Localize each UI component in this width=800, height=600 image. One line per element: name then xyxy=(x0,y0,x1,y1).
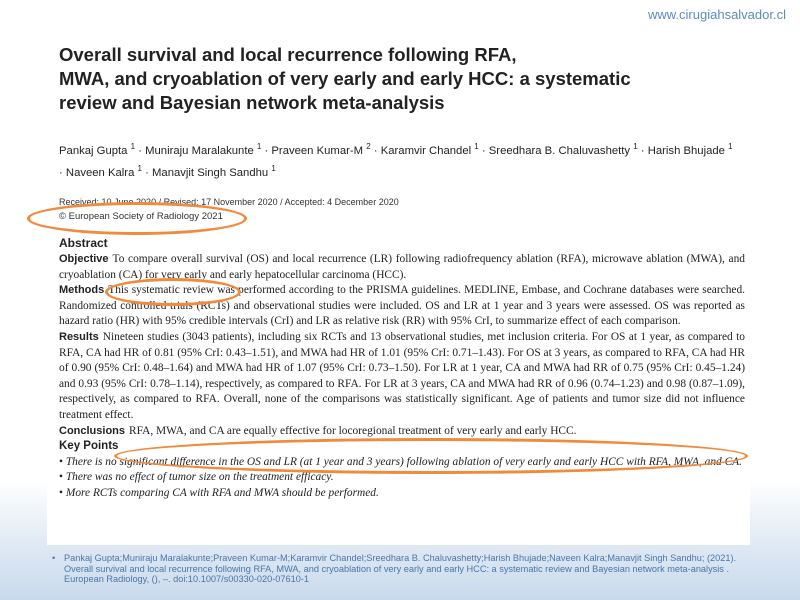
paper-title xyxy=(59,43,659,115)
key-point-item: • There is no significant difference in the OS and LR (at 1 year and 3 years) following ablation of very early and early HCC with RFA, MWA, and CA. xyxy=(59,455,745,471)
affiliation-marker[interactable]: 2 xyxy=(366,142,371,151)
author-separator: · xyxy=(141,166,152,179)
affiliation-marker[interactable]: 1 xyxy=(130,142,136,151)
author-name[interactable]: Karamvir Chandel xyxy=(380,144,472,157)
reference-citation xyxy=(52,553,764,585)
affiliation-marker[interactable]: 1 xyxy=(728,142,733,151)
author-separator: · xyxy=(370,144,381,157)
citation-text: Pankaj Gupta;Muniraju Maralakunte;Praveen Kumar-M;Karamvir Chandel;Sreedhara B. Chaluvashetty;Harish Bhujade;Naveen Kalra;Manavjit Singh Sandhu; (2021). Overall survival and local recurrence following RFA, MWA, and cryoablation of very early and early HCC: a systematic review and Bayesian network meta-analysis . European Radiology, (), –. doi:10.1007/s00330-020-07610-1 xyxy=(64,553,737,585)
conclusions-label: Conclusions xyxy=(59,424,126,437)
author-name[interactable]: Naveen Kalra xyxy=(65,166,135,179)
key-point-item: • There was no effect of tumor size on the treatment efficacy. xyxy=(59,470,745,486)
results-label: Results xyxy=(59,330,99,343)
title-line: MWA, and cryoablation of very early and early HCC: a systematic xyxy=(59,68,631,89)
objective-label: Objective xyxy=(59,253,109,265)
methods-label: Methods xyxy=(59,284,105,297)
abstract-heading: Abstract xyxy=(59,236,108,250)
highlight-ellipse-systematic-review xyxy=(105,278,241,306)
author-separator: · xyxy=(478,144,489,157)
publication-dates: Received: 10 June 2020 / Revised: 17 November 2020 / Accepted: 4 December 2020 xyxy=(59,197,399,207)
author-name[interactable]: Harish Bhujade xyxy=(647,144,725,157)
highlight-ellipse-copyright xyxy=(27,202,247,235)
copyright-notice: © European Society of Radiology 2021 xyxy=(59,211,223,222)
author-separator: · xyxy=(261,144,272,157)
author-name[interactable]: Pankaj Gupta xyxy=(59,144,128,157)
author-name[interactable]: Sreedhara B. Chaluvashetty xyxy=(488,144,631,157)
author-name[interactable]: Praveen Kumar-M xyxy=(271,144,364,157)
affiliation-marker[interactable]: 1 xyxy=(271,163,276,173)
objective-text: To compare overall survival (OS) and local recurrence (LR) following radiofrequency ablation (RFA), microwave ablation (MWA), and cryoablation (CA) for very early and early hepatocellular carcinoma (HCC). xyxy=(59,253,745,281)
site-url[interactable]: www.cirugiahsalvador.cl xyxy=(647,7,786,22)
title-line: review and Bayesian network meta-analysis xyxy=(59,92,445,113)
author-separator: · xyxy=(59,166,66,179)
bullet-icon: • xyxy=(52,553,56,563)
author-list xyxy=(59,138,739,182)
author-separator: · xyxy=(135,144,146,157)
methods-text: This systematic review was performed according to the PRISMA guidelines. MEDLINE, Embase, and Cochrane databases were searched. Randomized controlled trials (RCTs) and observational studies were included. OS and LR at 1 year and 3 years were assessed. OS was reported as hazard ratio (HR) with 95% credible intervals (CrI) and LR as relative risk (RR) with 95% CrI, to summarize effect of each comparison. xyxy=(59,284,745,328)
conclusions-text: RFA, MWA, and CA are equally effective for locoregional treatment of very early and early HCC. xyxy=(129,424,577,437)
title-line: Overall survival and local recurrence following RFA, xyxy=(59,44,517,65)
affiliation-marker[interactable]: 1 xyxy=(633,142,638,151)
affiliation-marker[interactable]: 1 xyxy=(474,142,479,151)
results-text: Nineteen studies (3043 patients), including six RCTs and 13 observational studies, met inclusion criteria. For OS at 1 year, as compared to RFA, CA had HR of 0.81 (95% CrI: 0.43–1.51), and MWA had HR of 1.01 (95% CrI: 0.71–1.43). For OS at 3 years, as compared to RFA, CA had HR of 0.90 (95% CrI: 0.48–1.64) and MWA had HR of 1.07 (95% CrI: 0.73–1.50). For LR at 1 year, CA and MWA had RR of 0.75 (95% CrI: 0.45–1.24) and 0.93 (95% CrI: 0.78–1.14), respectively, as compared to RFA. For LR at 3 years, CA and MWA had RR of 0.96 (0.74–1.23) and 0.98 (0.87–1.09), respectively, as compared to RFA. Overall, none of the comparisons was statistically significant. Age of patients and tumor size did not influence treatment effect. xyxy=(59,330,745,421)
conclusions-paragraph xyxy=(59,424,745,440)
affiliation-marker[interactable]: 1 xyxy=(256,142,262,151)
highlight-ellipse-conclusions xyxy=(114,438,748,474)
key-points-heading: Key Points xyxy=(59,440,119,453)
results-paragraph xyxy=(59,330,745,424)
author-name[interactable]: Manavjit Singh Sandhu xyxy=(152,166,269,179)
author-separator: · xyxy=(637,144,648,157)
affiliation-marker[interactable]: 1 xyxy=(137,163,142,173)
key-point-item: • More RCTs comparing CA with RFA and MWA should be performed. xyxy=(59,486,745,502)
paper-page xyxy=(47,27,750,545)
author-name[interactable]: Muniraju Maralakunte xyxy=(145,144,254,157)
